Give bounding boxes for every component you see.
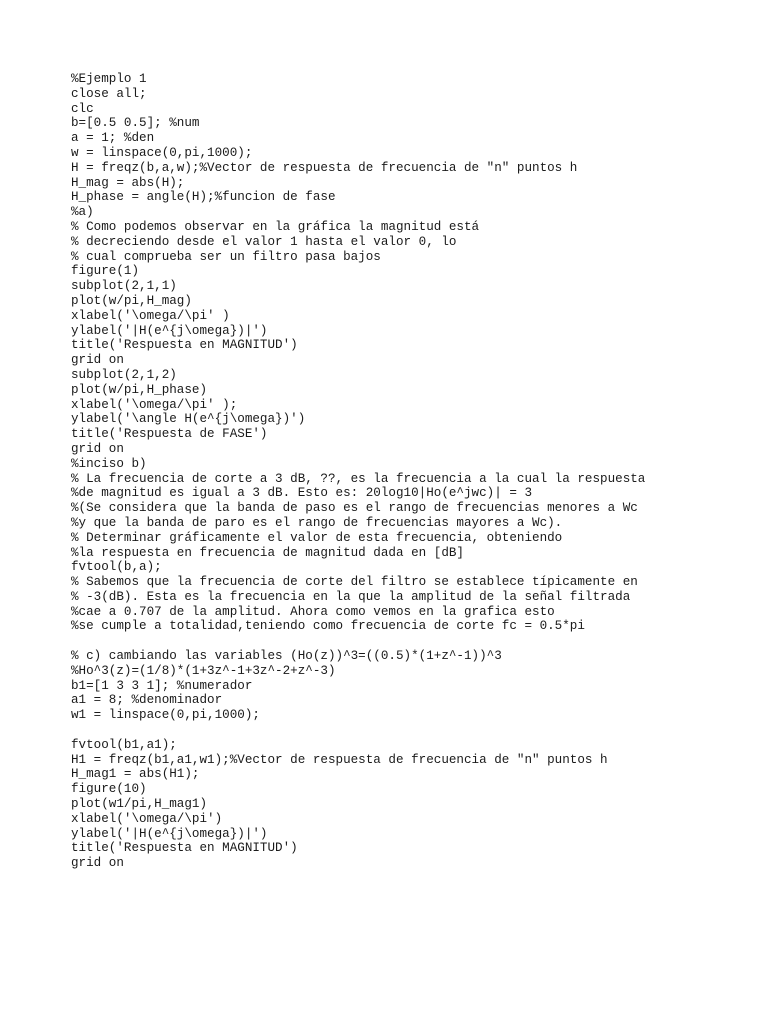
code-line: clc (71, 101, 94, 116)
code-line: fvtool(b,a); (71, 560, 162, 575)
code-line: xlabel('\omega/\pi' ) (71, 308, 230, 323)
code-line: %la respuesta en frecuencia de magnitud dada en [dB] (71, 545, 464, 560)
code-line: plot(w1/pi,H_mag1) (71, 797, 208, 812)
code-line: grid on (71, 441, 124, 456)
code-line: w1 = linspace(0,pi,1000); (71, 708, 260, 723)
code-line: fvtool(b1,a1); (71, 737, 177, 752)
code-line: %y que la banda de paro es el rango de frecuencias mayores a Wc). (71, 515, 563, 530)
code-line: H = freqz(b,a,w);%Vector de respuesta de frecuencia de "n" puntos h (71, 160, 578, 175)
code-line: plot(w/pi,H_phase) (71, 382, 208, 397)
code-line: a1 = 8; %denominador (71, 693, 223, 708)
code-line: %inciso b) (71, 456, 147, 471)
code-line: % La frecuencia de corte a 3 dB, ??, es la frecuencia a la cual la respuesta (71, 471, 646, 486)
code-line: H_mag = abs(H); (71, 175, 185, 190)
code-line: w = linspace(0,pi,1000); (71, 145, 253, 160)
code-line: ylabel('|H(e^{j\omega})|') (71, 826, 268, 841)
code-line: %Ejemplo 1 (71, 72, 147, 86)
code-line: plot(w/pi,H_mag) (71, 293, 192, 308)
code-line: % Sabemos que la frecuencia de corte del filtro se establece típicamente en (71, 575, 638, 590)
code-line: subplot(2,1,1) (71, 279, 177, 294)
code-line: % c) cambiando las variables (Ho(z))^3=((0.5)*(1+z^-1))^3 (71, 649, 502, 664)
code-line: %cae a 0.707 de la amplitud. Ahora como vemos en la grafica esto (71, 604, 555, 619)
code-line: %de magnitud es igual a 3 dB. Esto es: 20log10|Ho(e^jwc)| = 3 (71, 486, 533, 501)
code-line: figure(1) (71, 264, 140, 279)
code-line: H1 = freqz(b1,a1,w1);%Vector de respuesta de frecuencia de "n" puntos h (71, 752, 608, 767)
code-line: % -3(dB). Esta es la frecuencia en la que la amplitud de la señal filtrada (71, 589, 631, 604)
code-line: %(Se considera que la banda de paso es el rango de frecuencias menores a Wc (71, 501, 638, 516)
code-line: b1=[1 3 3 1]; %numerador (71, 678, 253, 693)
code-line: b=[0.5 0.5]; %num (71, 116, 200, 131)
code-line: ylabel('|H(e^{j\omega})|') (71, 323, 268, 338)
code-line: close all; (71, 86, 147, 101)
code-line: a = 1; %den (71, 131, 155, 146)
matlab-code-listing (71, 72, 761, 871)
code-line: title('Respuesta en MAGNITUD') (71, 338, 298, 353)
code-line: xlabel('\omega/\pi' ); (71, 397, 238, 412)
code-line: xlabel('\omega/\pi') (71, 811, 223, 826)
code-line: ylabel('\angle H(e^{j\omega})') (71, 412, 306, 427)
code-line: H_phase = angle(H);%funcion de fase (71, 190, 336, 205)
code-line: H_mag1 = abs(H1); (71, 767, 200, 782)
code-line: % decreciendo desde el valor 1 hasta el valor 0, lo (71, 234, 457, 249)
code-line (71, 634, 761, 649)
code-line: % Como podemos observar en la gráfica la magnitud está (71, 219, 480, 234)
code-line: grid on (71, 353, 124, 368)
code-line: %a) (71, 205, 94, 220)
code-line: title('Respuesta de FASE') (71, 427, 268, 442)
code-line: % Determinar gráficamente el valor de esta frecuencia, obteniendo (71, 530, 563, 545)
code-line: title('Respuesta en MAGNITUD') (71, 841, 298, 856)
code-line: % cual comprueba ser un filtro pasa bajos (71, 249, 381, 264)
code-line: %Ho^3(z)=(1/8)*(1+3z^-1+3z^-2+z^-3) (71, 663, 336, 678)
code-line: subplot(2,1,2) (71, 367, 177, 382)
code-line: grid on (71, 856, 124, 871)
code-line (71, 723, 761, 738)
code-line: %se cumple a totalidad,teniendo como frecuencia de corte fc = 0.5*pi (71, 619, 585, 634)
code-line: figure(10) (71, 782, 147, 797)
